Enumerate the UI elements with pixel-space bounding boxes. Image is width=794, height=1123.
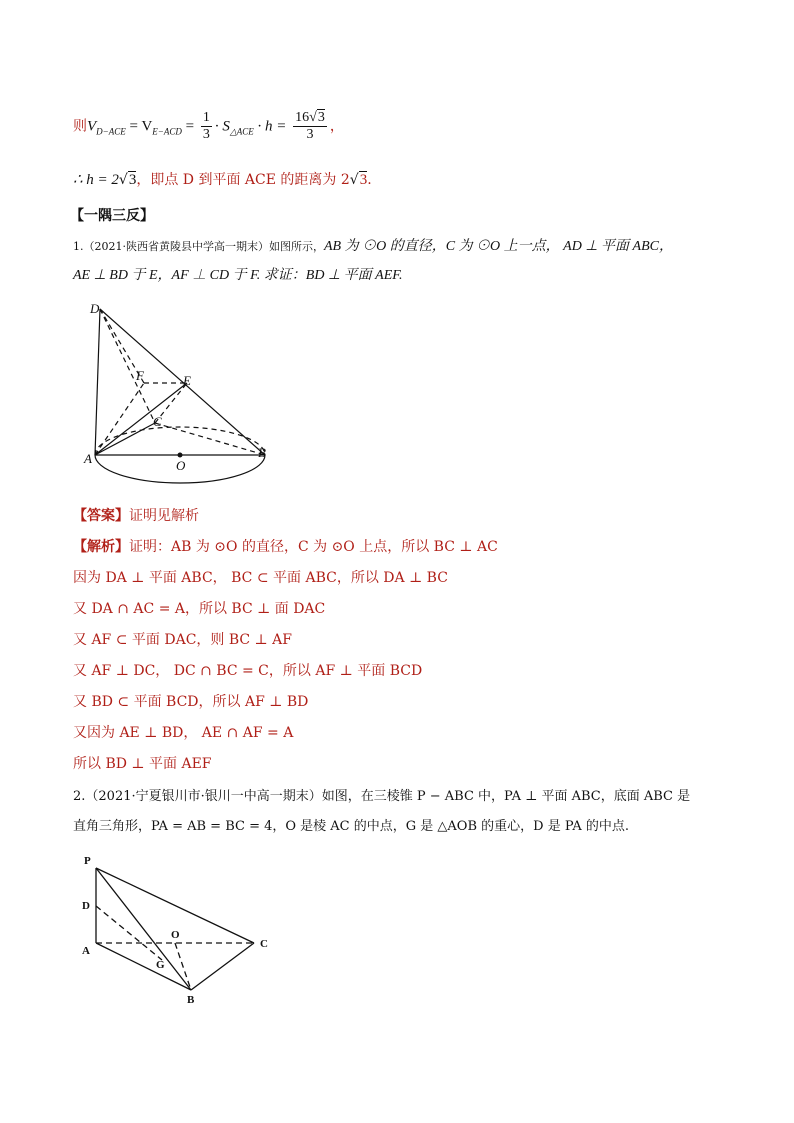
label-C: C bbox=[153, 414, 162, 429]
label-D: D bbox=[90, 301, 100, 316]
analysis-line-1: 【解析】证明：AB 为 ⊙O 的直径，C 为 ⊙O 上点，所以 BC ⊥ AC bbox=[73, 539, 498, 555]
center-point-O bbox=[178, 453, 183, 458]
fraction-one-third: $\frac{1}{3}$ bbox=[202, 110, 210, 142]
formula-distance-line: ∴ h = 2√3，即点 D 到平面 ACE 的距离为 2√3. bbox=[73, 172, 372, 188]
q2-line2: 直角三角形，PA = AB = BC = 4，O 是棱 AC 的中点，G 是 △AOB 的重心，D 是 PA 的中点. bbox=[73, 819, 630, 834]
fraction-16-root3-over-3: $\frac{16√3}{3}$ bbox=[295, 110, 325, 142]
label-O: O bbox=[176, 458, 186, 473]
analysis-line-6: 又 BD ⊂ 平面 BCD，所以 AF ⊥ BD bbox=[73, 694, 309, 710]
analysis-line-8: 所以 BD ⊥ 平面 AEF bbox=[73, 756, 212, 772]
label-F: F bbox=[136, 368, 144, 383]
q1-line2: AE ⊥ BD 于 E，AF ⊥ CD 于 F. 求证：BD ⊥ 平面 AEF. bbox=[73, 268, 403, 283]
analysis-line-3: 又 DA ∩ AC = A，所以 BC ⊥ 面 DAC bbox=[73, 601, 326, 617]
label-B: B bbox=[258, 445, 266, 460]
label-C: C bbox=[260, 938, 268, 950]
label-A: A bbox=[84, 451, 92, 466]
edge-AB bbox=[96, 943, 191, 990]
section-heading: 【一隅三反】 bbox=[70, 208, 154, 224]
figure-1-cone-diagram bbox=[80, 295, 280, 500]
formula-lead: 则 bbox=[73, 118, 87, 135]
edge-AF bbox=[95, 383, 144, 455]
edge-DA bbox=[95, 309, 100, 455]
label-E: E bbox=[183, 373, 191, 388]
formula-volume-line: 则$V_{D-ACE} = V_{E-ACD}$ = $\frac{1}{3}$ · $S_{\triangle ACE} \cdot h$ = $\frac{16√3}{3}$ ， bbox=[73, 110, 344, 142]
label-D: D bbox=[82, 900, 90, 912]
edge-BC bbox=[191, 943, 254, 990]
q2-line1: 2.（2021·宁夏银川市·银川一中高一期末）如图，在三棱锥 P − ABC 中，PA ⊥ 平面 ABC，底面 ABC 是 bbox=[73, 789, 691, 804]
analysis-line-2: 因为 DA ⊥ 平面 ABC， BC ⊂ 平面 ABC，所以 DA ⊥ BC bbox=[73, 570, 448, 586]
answer-line: 【答案】证明见解析 bbox=[73, 508, 199, 524]
analysis-line-7: 又因为 AE ⊥ BD， AE ∩ AF = A bbox=[73, 725, 294, 741]
label-B: B bbox=[187, 994, 195, 1006]
edge-AC bbox=[95, 423, 155, 455]
label-O: O bbox=[171, 929, 180, 941]
label-P: P bbox=[84, 855, 91, 867]
analysis-line-4: 又 AF ⊂ 平面 DAC，则 BC ⊥ AF bbox=[73, 632, 293, 648]
figure-2-pyramid-diagram bbox=[78, 850, 278, 1010]
analysis-line-5: 又 AF ⊥ DC， DC ∩ BC = C，所以 AF ⊥ 平面 BCD bbox=[73, 663, 423, 679]
label-A: A bbox=[82, 945, 90, 957]
edge-DG bbox=[96, 906, 162, 960]
edge-DC bbox=[100, 309, 155, 423]
label-G: G bbox=[156, 959, 165, 971]
q1-line1: 1.（2021·陕西省黄陵县中学高一期末）如图所示，AB 为 ⊙O 的直径，C 为 ⊙O 上一点， AD ⊥ 平面 ABC， bbox=[73, 239, 673, 254]
